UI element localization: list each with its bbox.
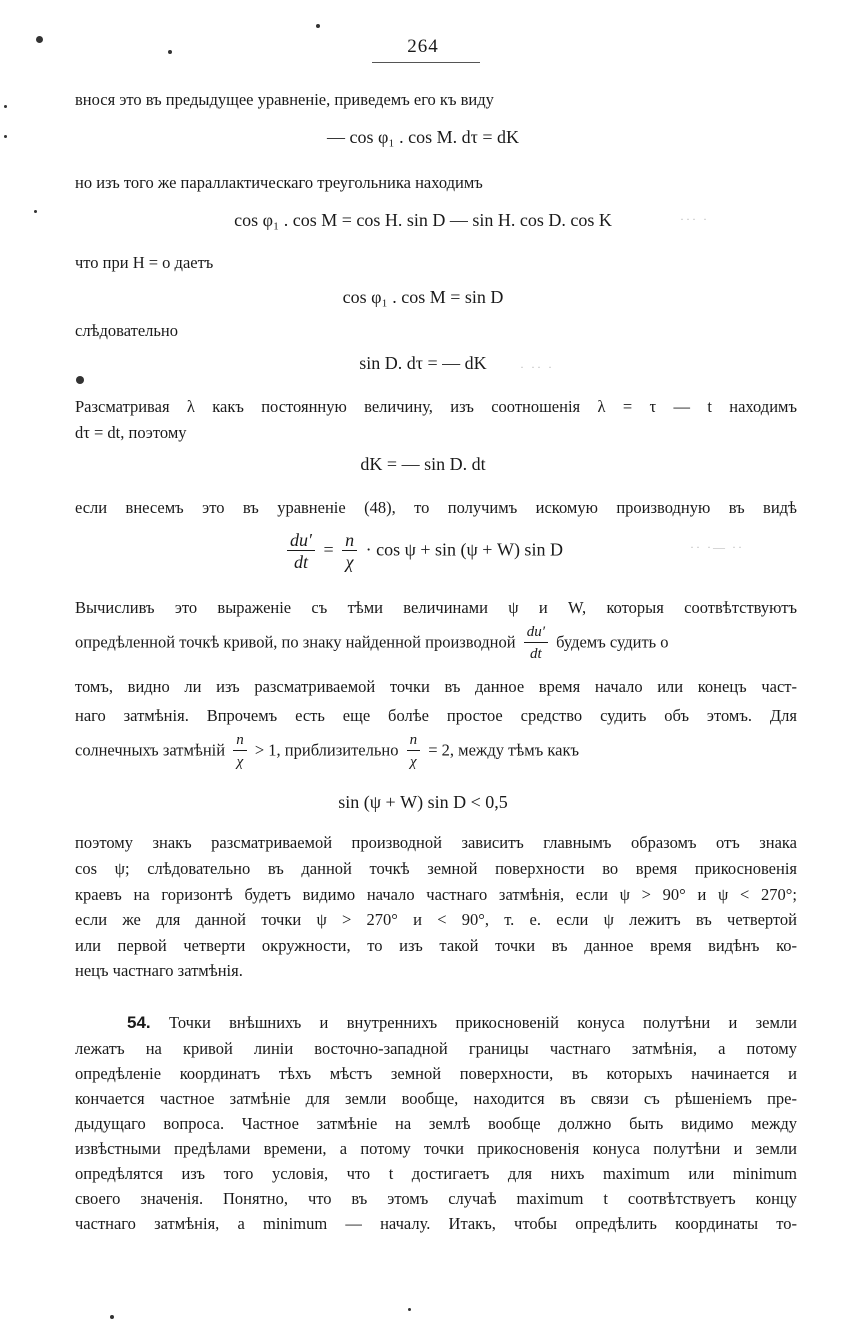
text-line-12-a: солнечныхъ затмѣній — [75, 740, 226, 760]
text-line-4: слѣдовательно — [75, 321, 179, 340]
text-line-9-start: опредѣленной точкѣ кривой, по знаку найденной производной — [75, 632, 516, 652]
section-first-line-text: Точки внѣшнихъ и внутреннихъ прикосновеній конуса полутѣни и земли — [168, 1013, 797, 1032]
text-line-7: если внесемъ это въ уравненіе (48), то получимъ искомую производную въ видѣ — [75, 498, 797, 517]
fraction-denominator: χ — [236, 754, 244, 770]
scan-speck — [316, 24, 320, 28]
page-number: 264 — [407, 36, 439, 57]
scan-speck — [110, 1315, 114, 1319]
equation-5: dK = — sin D. dt — [360, 454, 486, 474]
text-line-22: кончается частное затмѣніе для земли вообще, находится въ связи съ рѣшеніемъ пре- — [75, 1089, 797, 1108]
equation-7: sin (ψ + W) sin D < 0,5 — [338, 792, 508, 812]
text-line-2: но изъ того же параллактическаго треугольника находимъ — [75, 173, 483, 192]
equals-sign: = — [323, 539, 334, 560]
section-first-line — [127, 1013, 797, 1033]
inline-fraction-n-chi-2 — [407, 730, 421, 773]
scan-speck — [4, 105, 7, 108]
scan-speck — [76, 376, 84, 384]
text-line-24: извѣстными предѣлами времени, а потому точки прикосновенія конуса полутѣни и земли — [75, 1139, 797, 1158]
text-line-5: Разсматривая λ какъ постоянную величину, изъ соотношенія λ = τ — t находимъ — [75, 397, 797, 416]
text-line-26: своего значенія. Понятно, что въ этомъ случаѣ maximum t соотвѣтствуетъ концу — [75, 1189, 797, 1208]
text-line-1: внося это въ предыдущее уравненіе, приведемъ его къ виду — [75, 90, 494, 109]
inline-fraction-du-dt — [524, 622, 548, 665]
equation-6-rest: · cos ψ + sin (ψ + W) sin D — [365, 539, 563, 560]
fraction-numerator: du′ — [524, 622, 548, 643]
text-line-9 — [75, 622, 797, 665]
text-line-20: лежатъ на кривой линіи восточно-западной границы частнаго затмѣнія, а потому — [75, 1039, 797, 1058]
fraction-denominator: dt — [530, 646, 542, 662]
fraction-numerator: n — [342, 530, 357, 551]
text-line-25: опредѣлятся изъ того условія, что t достигаетъ для нихъ maximum или minimum — [75, 1164, 797, 1183]
fraction-n-chi — [342, 530, 357, 573]
fraction-du-dt — [287, 530, 315, 573]
text-line-18: нецъ частнаго затмѣнія. — [75, 961, 243, 980]
scan-speck — [168, 50, 172, 54]
scan-smudge: · ·· · — [520, 360, 554, 374]
text-line-11: наго затмѣнія. Впрочемъ есть еще болѣе простое средство судить объ этомъ. Для — [75, 706, 797, 725]
scan-speck — [408, 1308, 411, 1311]
fraction-denominator: χ — [410, 754, 417, 770]
text-line-27: частнаго затмѣнія, а minimum — началу. Итакъ, чтобы опредѣлить координаты то- — [75, 1214, 797, 1233]
equation-1: — cos φ₁ . cos M. dτ = dK — [326, 127, 520, 147]
text-line-23: дыдущаго вопроса. Частное затмѣніе на землѣ вообще должно быть видимо между — [75, 1114, 797, 1133]
text-line-12-c: = 2, между тѣмъ какъ — [428, 740, 580, 760]
page-number-rule — [372, 62, 480, 63]
text-line-3: что при H = o даетъ — [75, 253, 214, 272]
equation-4: sin D. dτ = — dK — [359, 353, 487, 373]
scan-smudge: ·· ·— ·· — [690, 540, 744, 554]
text-line-16: если же для данной точки ψ > 270° и < 90°, т. е. если ψ лежитъ въ четвертой — [75, 910, 797, 929]
scan-speck — [4, 135, 7, 138]
text-line-10: томъ, видно ли изъ разсматриваемой точки въ данное время начало или конецъ част- — [75, 677, 797, 696]
text-line-14: cos ψ; слѣдовательно въ данной точкѣ земной поверхности во время прикосновенія — [75, 859, 797, 878]
text-line-13: поэтому знакъ разсматриваемой производной зависитъ главнымъ образомъ отъ знака — [75, 833, 797, 852]
section-number: 54. — [127, 1013, 151, 1032]
inline-fraction-n-chi — [233, 730, 247, 773]
text-line-6: dτ = dt, поэтому — [75, 423, 187, 442]
text-line-12-b: > 1, приблизительно — [254, 740, 399, 760]
fraction-numerator: n — [407, 730, 421, 751]
fraction-numerator: n — [233, 730, 247, 751]
text-line-9-end: будемъ судить о — [556, 632, 669, 652]
equation-3: cos φ₁ . cos M = sin D — [342, 287, 504, 307]
scan-speck — [36, 36, 43, 43]
fraction-denominator: dt — [293, 552, 308, 572]
fraction-denominator: χ — [345, 552, 354, 572]
scan-speck — [34, 210, 37, 213]
equation-2: cos φ₁ . cos M = cos H. sin D — sin H. cos D. cos K — [234, 210, 612, 230]
text-line-8: Вычисливъ это выраженіе съ тѣми величинами ψ и W, которыя соотвѣтствуютъ — [75, 598, 797, 617]
scan-smudge: ··· · — [680, 212, 709, 226]
text-line-21: опредѣленіе координатъ тѣхъ мѣстъ земной поверхности, въ которыхъ начинается и — [75, 1064, 797, 1083]
text-line-15: краевъ на горизонтѣ будетъ видимо начало частнаго затмѣнія, если ψ > 90° и ψ < 270°; — [75, 885, 797, 904]
fraction-numerator: du′ — [287, 530, 315, 551]
text-line-12 — [75, 730, 797, 773]
text-line-17: или первой четверти окружности, то изъ такой точки въ данное время видѣнъ ко- — [75, 936, 797, 955]
